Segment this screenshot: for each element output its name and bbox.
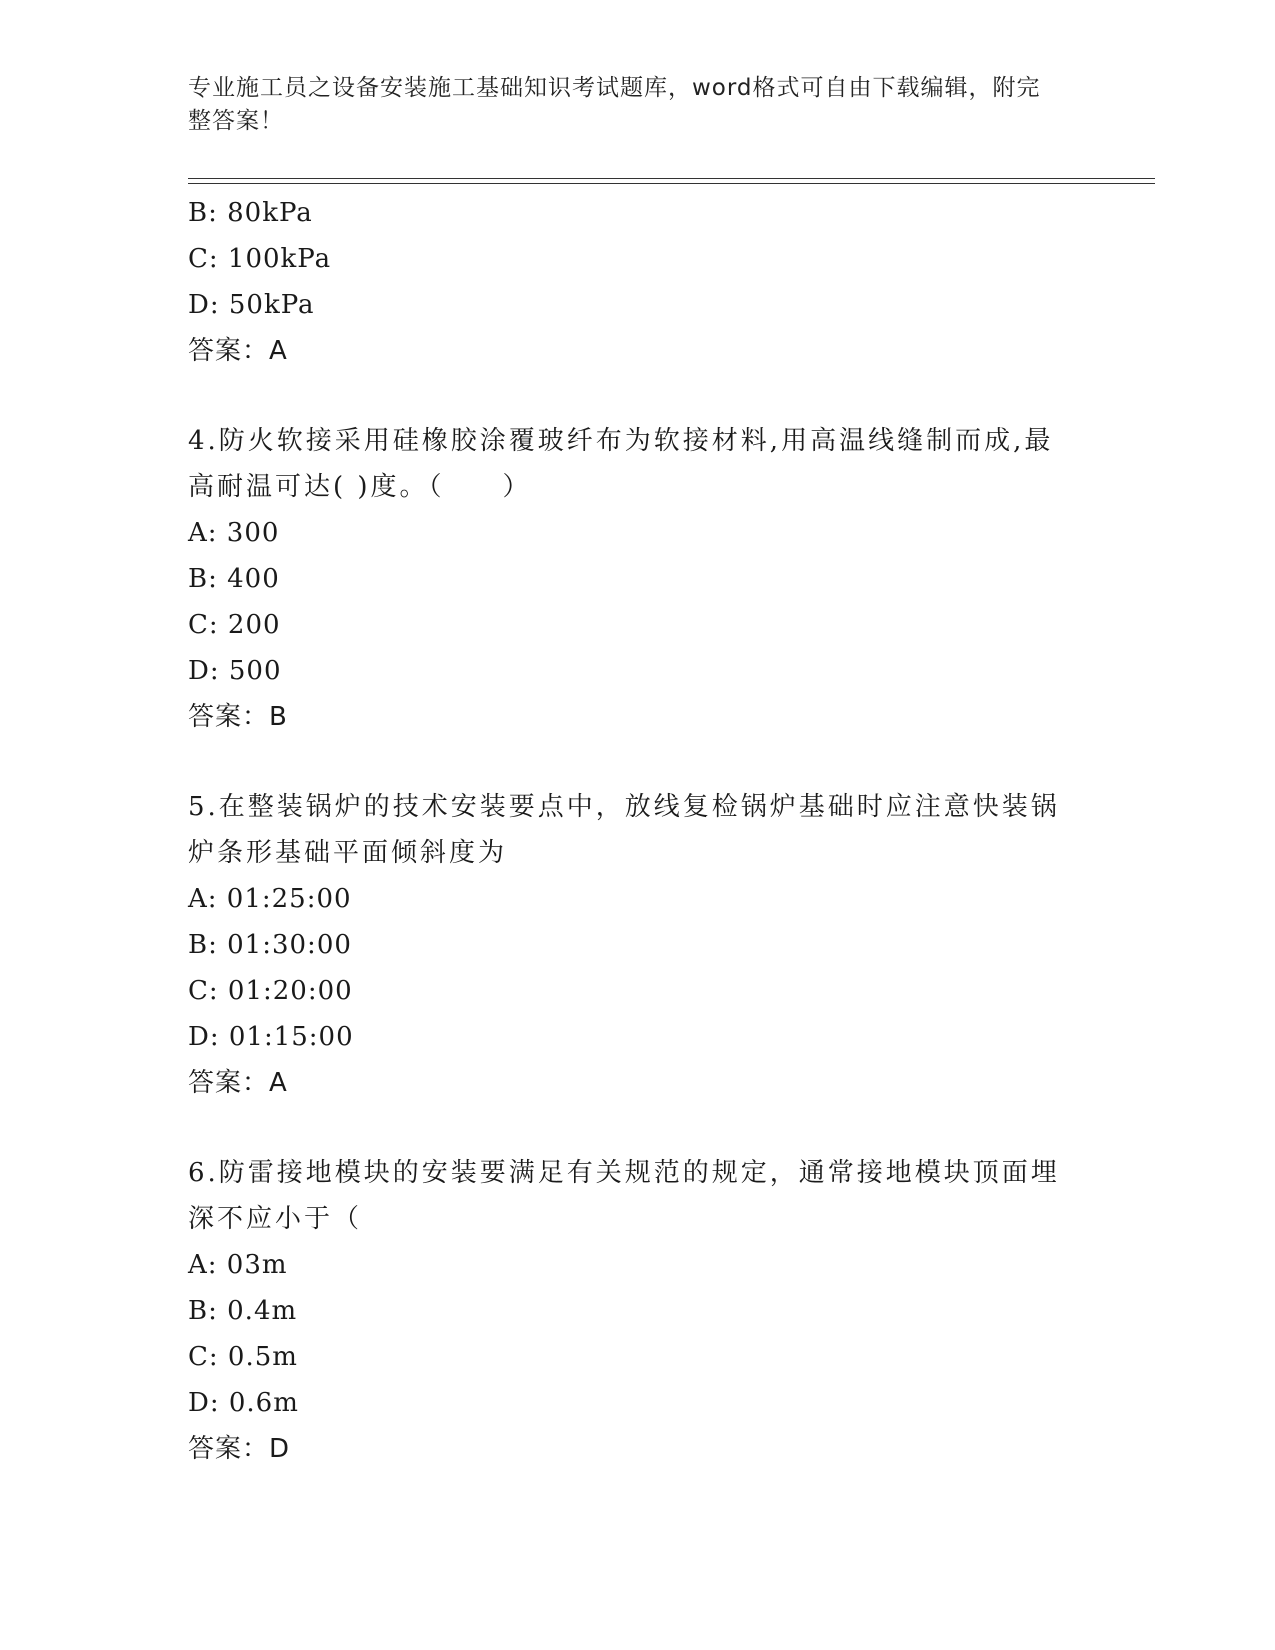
option-d: D: 0.6m: [188, 1388, 299, 1418]
question-stem-line-2: 深不应小于（: [188, 1204, 363, 1234]
spacer: [188, 740, 1068, 784]
answer-line: 答案：A: [188, 336, 288, 366]
header-line-1: 专业施工员之设备安装施工基础知识考试题库，word格式可自由下载编辑，附完: [188, 75, 1041, 101]
option-d: D: 50kPa: [188, 290, 315, 320]
option-b: B: 400: [188, 564, 280, 594]
question-stem-line-1: 4.防火软接采用硅橡胶涂覆玻纤布为软接材料,用高温线缝制而成,最: [188, 426, 1054, 456]
option-c: C: 100kPa: [188, 244, 332, 274]
document-header: [188, 72, 1068, 138]
option-a: A: 300: [188, 518, 280, 548]
spacer: [188, 374, 1068, 418]
question-stem-line-2: 炉条形基础平面倾斜度为: [188, 838, 508, 868]
header-divider-bottom: [188, 183, 1155, 184]
question-6: [188, 1150, 1068, 1472]
option-c: C: 01:20:00: [188, 976, 353, 1006]
answer-line: 答案：D: [188, 1434, 291, 1464]
question-stem-line-1: 6.防雷接地模块的安装要满足有关规范的规定，通常接地模块顶面埋: [188, 1158, 1060, 1188]
option-d: D: 01:15:00: [188, 1022, 354, 1052]
option-c: C: 0.5m: [188, 1342, 298, 1372]
answer-line: 答案：A: [188, 1068, 288, 1098]
question-3: [188, 190, 1068, 374]
question-list: [188, 190, 1068, 1472]
header-divider-top: [188, 178, 1155, 179]
question-stem-line-2: 高耐温可达( )度。（ ）: [188, 472, 532, 502]
option-a: A: 01:25:00: [188, 884, 352, 914]
option-b: B: 0.4m: [188, 1296, 298, 1326]
option-a: A: 03m: [188, 1250, 288, 1280]
question-4: [188, 418, 1068, 740]
question-5: [188, 784, 1068, 1106]
option-c: C: 200: [188, 610, 281, 640]
header-line-2: 整答案！: [188, 108, 284, 134]
option-b: B: 01:30:00: [188, 930, 352, 960]
answer-line: 答案：B: [188, 702, 288, 732]
option-d: D: 500: [188, 656, 282, 686]
question-stem-line-1: 5.在整装锅炉的技术安装要点中，放线复检锅炉基础时应注意快装锅: [188, 792, 1060, 822]
spacer: [188, 1106, 1068, 1150]
option-b: B: 80kPa: [188, 198, 313, 228]
